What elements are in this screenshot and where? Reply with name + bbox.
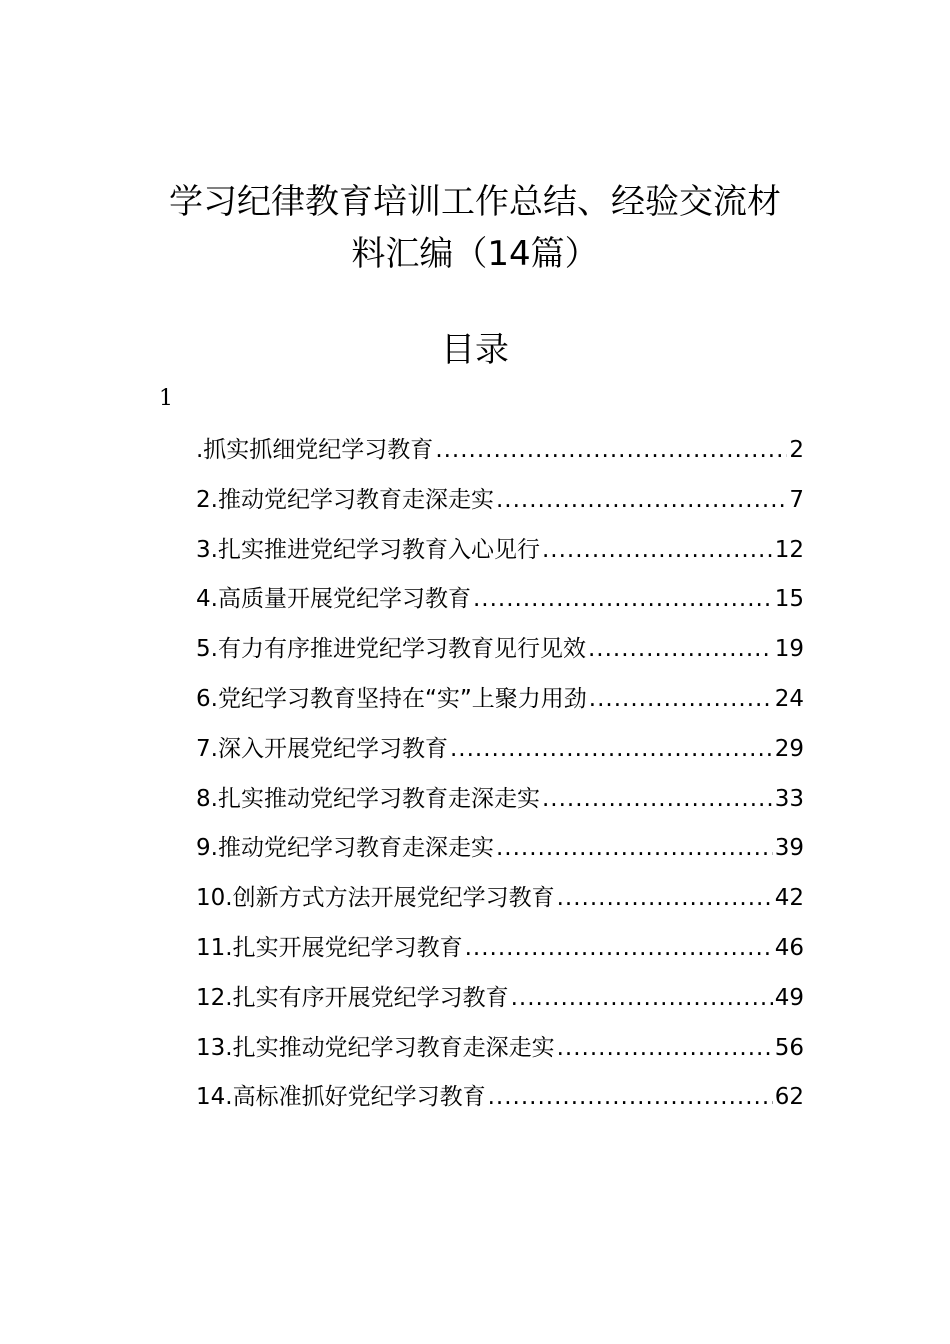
- toc-dot-leader: [542, 775, 773, 825]
- toc-entry-11[interactable]: [196, 924, 804, 974]
- toc-entry-page: 2: [789, 437, 804, 463]
- toc-entry-page: 12: [774, 536, 804, 563]
- toc-entry-6[interactable]: [196, 675, 804, 725]
- document-title-line-2: 料汇编（14篇）: [351, 234, 599, 274]
- toc-entry-14[interactable]: [196, 1073, 804, 1123]
- toc-entry-title: 12.扎实有序开展党纪学习教育: [196, 984, 509, 1011]
- toc-entry-title: .抓实抓细党纪学习教育: [196, 437, 434, 463]
- stray-list-number: 1: [159, 386, 173, 411]
- toc-entry-page: 33: [774, 785, 804, 812]
- toc-entry-title: 14.高标准抓好党纪学习教育: [196, 1084, 486, 1111]
- toc-entry-3[interactable]: [196, 526, 804, 576]
- toc-dot-leader: [435, 426, 787, 476]
- toc-entry-1[interactable]: [196, 426, 804, 476]
- toc-entry-page: 19: [774, 636, 804, 663]
- toc-entry-page: 24: [774, 685, 804, 712]
- toc-dot-leader: [465, 924, 773, 974]
- toc-entry-5[interactable]: [196, 625, 804, 675]
- toc-entry-title: 9.推动党纪学习教育走深走实: [196, 835, 494, 862]
- toc-dot-leader: [557, 1024, 773, 1074]
- toc-entry-title: 7.深入开展党纪学习教育: [196, 735, 448, 762]
- toc-entry-page: 39: [774, 835, 804, 862]
- toc-entry-12[interactable]: [196, 974, 804, 1024]
- toc-entry-page: 29: [774, 735, 804, 762]
- toc-entry-title: 8.扎实推动党纪学习教育走深走实: [196, 785, 540, 812]
- toc-entry-page: 42: [774, 885, 804, 912]
- toc-dot-leader: [496, 824, 773, 874]
- toc-entry-title: 13.扎实推动党纪学习教育走深走实: [196, 1034, 555, 1061]
- toc-entry-page: 15: [774, 586, 804, 613]
- toc-entry-title: 10.创新方式方法开展党纪学习教育: [196, 885, 555, 912]
- toc-entry-page: 49: [774, 984, 804, 1011]
- toc-dot-leader: [588, 625, 773, 675]
- toc-entry-7[interactable]: [196, 725, 804, 775]
- toc-dot-leader: [542, 526, 773, 576]
- toc-entry-13[interactable]: [196, 1024, 804, 1074]
- toc-dot-leader: [511, 974, 773, 1024]
- table-of-contents: [196, 426, 804, 1123]
- toc-entry-title: 3.扎实推进党纪学习教育入心见行: [196, 536, 540, 563]
- toc-dot-leader: [589, 675, 773, 725]
- toc-entry-9[interactable]: [196, 824, 804, 874]
- toc-entry-2[interactable]: [196, 476, 804, 526]
- document-title-line-1: 学习纪律教育培训工作总结、经验交流材: [169, 182, 781, 222]
- document-title: [100, 176, 850, 280]
- toc-dot-leader: [450, 725, 773, 775]
- toc-entry-page: 62: [774, 1084, 804, 1111]
- toc-entry-10[interactable]: [196, 874, 804, 924]
- toc-dot-leader: [496, 476, 787, 526]
- toc-entry-page: 46: [774, 934, 804, 961]
- toc-dot-leader: [557, 874, 773, 924]
- toc-entry-title: 2.推动党纪学习教育走深走实: [196, 486, 494, 513]
- toc-entry-title: 5.有力有序推进党纪学习教育见行见效: [196, 636, 586, 663]
- toc-entry-page: 7: [789, 486, 804, 513]
- toc-heading: 目录: [441, 330, 509, 370]
- toc-entry-4[interactable]: [196, 575, 804, 625]
- toc-dot-leader: [488, 1073, 773, 1123]
- toc-entry-page: 56: [774, 1034, 804, 1061]
- toc-entry-8[interactable]: [196, 775, 804, 825]
- toc-dot-leader: [473, 575, 773, 625]
- toc-entry-title: 11.扎实开展党纪学习教育: [196, 934, 463, 961]
- toc-entry-title: 6.党纪学习教育坚持在“实”上聚力用劲: [196, 685, 587, 712]
- toc-entry-title: 4.高质量开展党纪学习教育: [196, 586, 471, 613]
